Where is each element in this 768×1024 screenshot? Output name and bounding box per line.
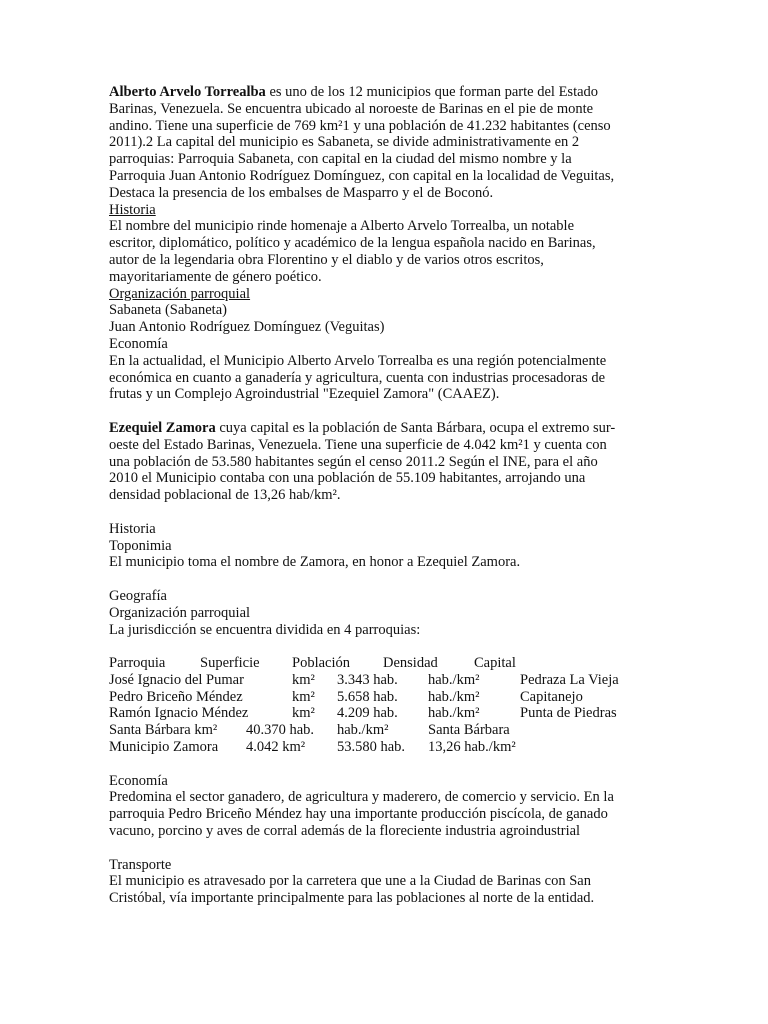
sec1-econ-line-1: En la actualidad, el Municipio Alberto Arvelo Torrealba es una región potencialmente: [109, 352, 607, 369]
sec2-econ-line-1: Predomina el sector ganadero, de agricultura y maderero, de comercio y servicio. En la: [109, 789, 614, 806]
sec1-historia-heading: Historia: [109, 201, 156, 218]
sec1-intro-line-2: Barinas, Venezuela. Se encuentra ubicado al noroeste de Barinas en el pie de monte: [109, 100, 594, 117]
sec1-historia-line-2: escritor, diplomático, político y académico de la lengua española nacido en Barinas,: [109, 235, 596, 252]
table-cell: Ramón Ignacio Méndez: [109, 705, 249, 722]
sec2-econ-line-3: vacuno, porcino y aves de corral además de la floreciente industria agroindustrial: [109, 823, 581, 840]
sec2-title: Ezequiel Zamora: [109, 419, 216, 436]
sec2-geografia-heading: Geografía: [109, 587, 167, 604]
table-header-cell: Densidad: [383, 655, 438, 672]
table-header-cell: Capital: [474, 655, 516, 672]
sec2-transporte-line-2: Cristóbal, vía importante principalmente para las poblaciones al norte de la entidad.: [109, 890, 595, 907]
spacer: [109, 638, 708, 655]
sec1-org-line-1: Sabaneta (Sabaneta): [109, 302, 227, 319]
spacer: [109, 403, 708, 420]
table-cell: Pedraza La Vieja: [520, 671, 619, 688]
table-cell: km²: [292, 688, 315, 705]
sec1-intro-line-7: Destaca la presencia de los embalses de Masparro y el de Boconó.: [109, 184, 494, 201]
sec2-intro-text: cuya capital es la población de Santa Bárbara, ocupa el extremo sur-: [215, 419, 616, 436]
sec1-intro-text: es uno de los 12 municipios que forman parte del Estado: [265, 84, 599, 100]
table-cell: km²: [292, 671, 315, 688]
sec2-toponimia-text: El municipio toma el nombre de Zamora, en honor a Ezequiel Zamora.: [109, 554, 521, 571]
spacer: [109, 756, 708, 773]
sec1-intro-line-1: [109, 84, 708, 101]
table-cell: hab./km²: [428, 688, 480, 705]
table-header-cell: Población: [292, 655, 350, 672]
sec1-intro-line-4: 2011).2 La capital del municipio es Sabaneta, se divide administrativamente en 2: [109, 134, 580, 151]
sec1-title: Alberto Arvelo Torrealba: [109, 84, 266, 100]
sec1-econ-heading: Economía: [109, 335, 168, 352]
table-cell: hab./km²: [428, 671, 480, 688]
table-cell: 4.209 hab.: [337, 705, 398, 722]
sec2-econ-line-2: parroquia Pedro Briceño Méndez hay una importante producción piscícola, de ganado: [109, 806, 608, 823]
table-header-cell: Superficie: [200, 655, 260, 672]
sec1-historia-line-3: autor de la legendaria obra Florentino y el diablo y de varios otros escritos,: [109, 251, 544, 268]
table-cell: km²: [292, 705, 315, 722]
table-cell: Santa Bárbara: [428, 722, 510, 739]
sec1-intro-line-5: parroquias: Parroquia Sabaneta, con capital en la ciudad del mismo nombre y la: [109, 151, 572, 168]
sec2-intro-line-1: [109, 420, 708, 437]
table-cell: 3.343 hab.: [337, 671, 398, 688]
sec1-intro-line-6: Parroquia Juan Antonio Rodríguez Domínguez, con capital en la localidad de Veguitas,: [109, 167, 615, 184]
table-cell: hab./km²: [428, 705, 480, 722]
sec2-toponimia-heading: Toponimia: [109, 537, 172, 554]
sec2-transporte-line-1: El municipio es atravesado por la carretera que une a la Ciudad de Barinas con San: [109, 873, 591, 890]
table-cell: Punta de Piedras: [520, 705, 617, 722]
sec1-org-line-2: Juan Antonio Rodríguez Domínguez (Veguitas): [109, 319, 385, 336]
sec2-intro-line-5: densidad poblacional de 13,26 hab/km².: [109, 487, 341, 504]
table-cell: Pedro Briceño Méndez: [109, 688, 243, 705]
sec1-econ-line-2: económica en cuanto a ganadería y agricultura, cuenta con industrias procesadoras de: [109, 369, 606, 386]
sec2-intro-line-3: una población de 53.580 habitantes según el censo 2011.2 Según el INE, para el año: [109, 453, 598, 470]
table-row: [109, 672, 708, 689]
sec2-intro-line-4: 2010 el Municipio contaba con una población de 55.109 habitantes, arrojando una: [109, 470, 586, 487]
table-header-cell: Parroquia: [109, 655, 166, 672]
table-cell: 53.580 hab.: [337, 739, 406, 756]
table-cell: José Ignacio del Pumar: [109, 671, 244, 688]
table-header-row: [109, 655, 708, 672]
sec2-org-heading: Organización parroquial: [109, 604, 251, 621]
sec2-econ-heading: Economía: [109, 772, 168, 789]
spacer: [109, 840, 708, 857]
sec1-historia-line-1: El nombre del municipio rinde homenaje a Alberto Arvelo Torrealba, un notable: [109, 218, 574, 235]
table-cell: 5.658 hab.: [337, 688, 398, 705]
sec2-transporte-heading: Transporte: [109, 856, 172, 873]
table-cell: hab./km²: [337, 722, 389, 739]
table-cell: 13,26 hab./km²: [428, 739, 516, 756]
table-cell: 40.370 hab.: [246, 722, 315, 739]
sec1-org-heading: Organización parroquial: [109, 285, 251, 302]
table-row: [109, 739, 708, 756]
spacer: [109, 571, 708, 588]
table-cell: Santa Bárbara km²: [109, 722, 218, 739]
table-row: [109, 722, 708, 739]
sec2-historia-heading: Historia: [109, 520, 156, 537]
sec1-historia-line-4: mayoritariamente de género poético.: [109, 268, 322, 285]
sec1-intro-line-3: andino. Tiene una superficie de 769 km²1 y una población de 41.232 habitantes (censo: [109, 117, 611, 134]
parroquias-table: [109, 655, 708, 756]
spacer: [109, 504, 708, 521]
table-row: [109, 689, 708, 706]
sec1-econ-line-3: frutas y un Complejo Agroindustrial "Ezequiel Zamora" (CAAEZ).: [109, 386, 500, 403]
table-cell: Municipio Zamora: [109, 739, 219, 756]
sec2-intro-line-2: oeste del Estado Barinas, Venezuela. Tiene una superficie de 4.042 km²1 y cuenta con: [109, 436, 607, 453]
table-row: [109, 705, 708, 722]
sec2-org-text: La jurisdicción se encuentra dividida en 4 parroquias:: [109, 621, 421, 638]
table-cell: Capitanejo: [520, 688, 583, 705]
table-cell: 4.042 km²: [246, 739, 306, 756]
